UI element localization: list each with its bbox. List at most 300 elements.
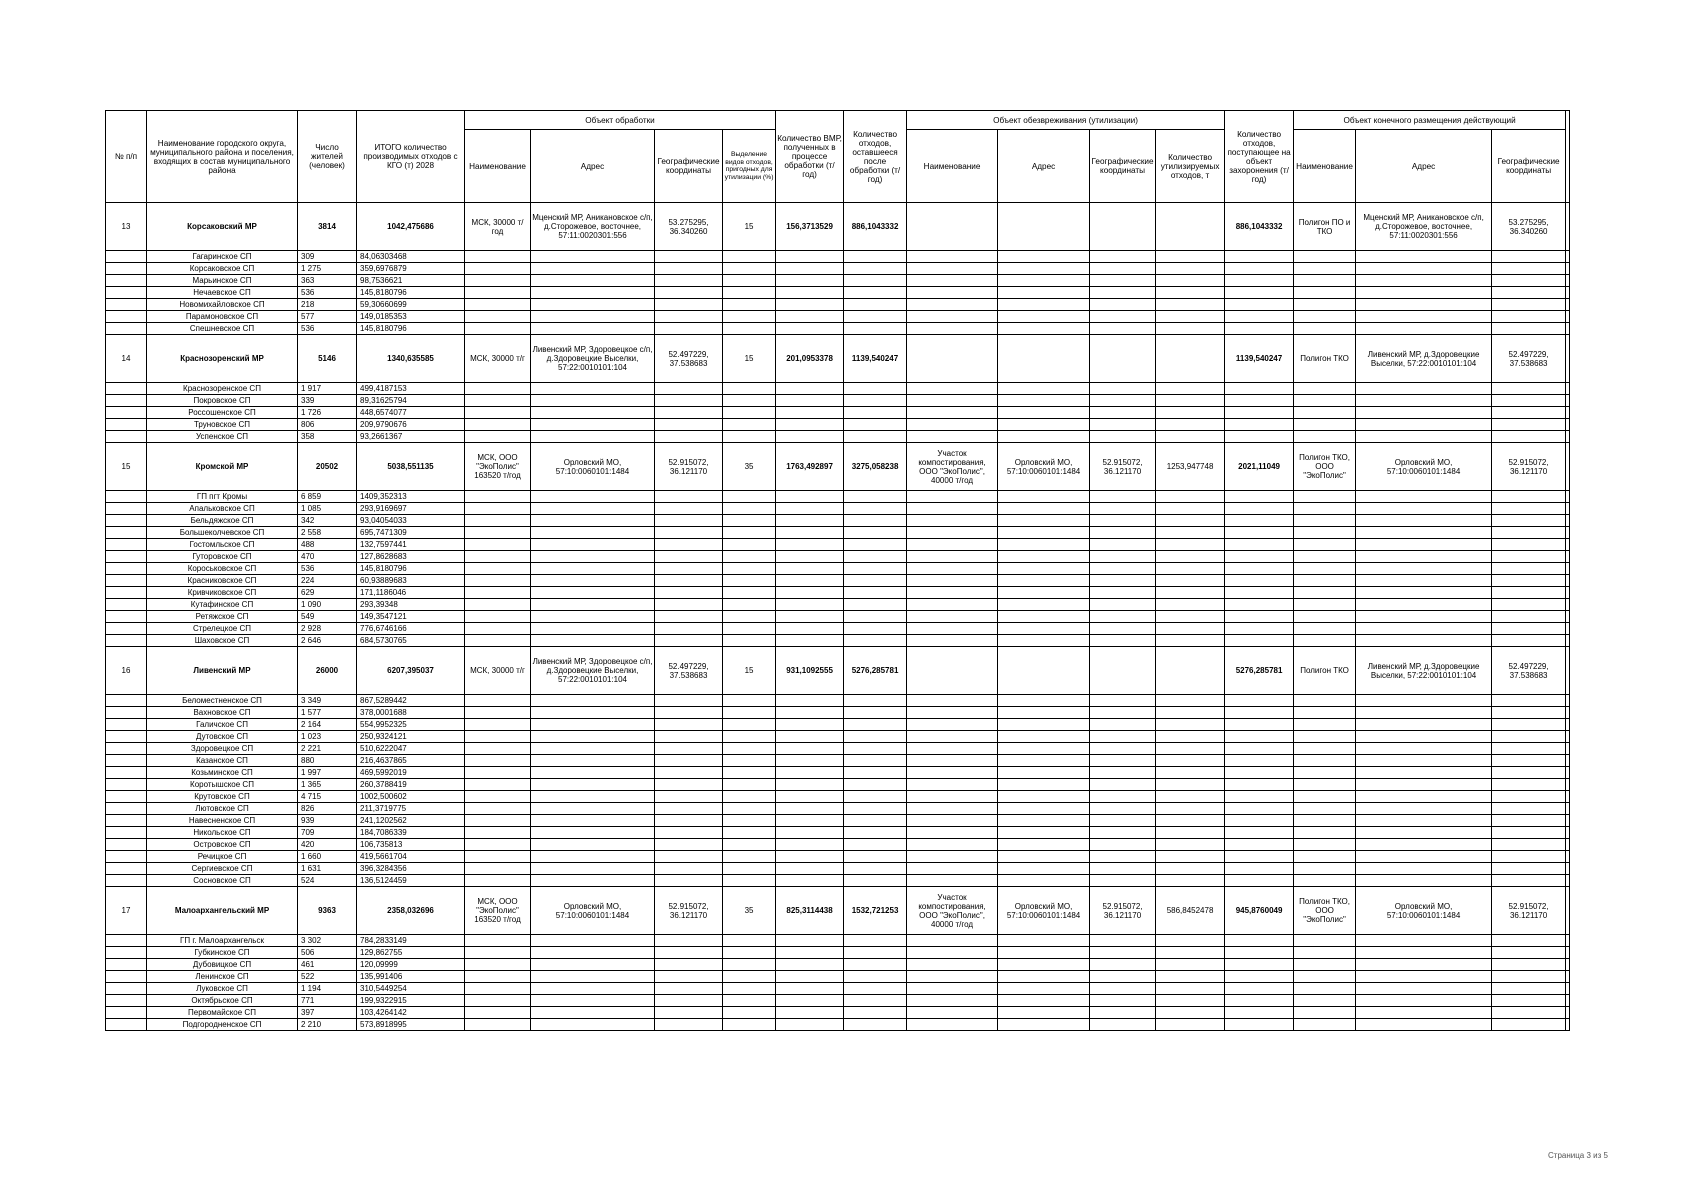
empty-cell bbox=[776, 971, 844, 983]
empty-cell bbox=[1566, 743, 1570, 755]
empty-cell bbox=[1225, 287, 1294, 299]
empty-cell bbox=[1566, 1007, 1570, 1019]
empty-cell bbox=[998, 527, 1090, 539]
empty-cell bbox=[106, 875, 147, 887]
empty-cell bbox=[907, 1007, 998, 1019]
recycling-share: 15 bbox=[723, 203, 776, 251]
processing-address: Орловский МО, 57:10:0060101:1484 bbox=[531, 443, 655, 491]
empty-cell bbox=[998, 731, 1090, 743]
empty-cell bbox=[1492, 323, 1566, 335]
population: 5146 bbox=[298, 335, 357, 383]
settlement-population: 309 bbox=[298, 251, 357, 263]
col-extra-header bbox=[1566, 111, 1570, 203]
empty-cell bbox=[465, 1019, 531, 1031]
settlement-name: Короськовское СП bbox=[147, 563, 298, 575]
empty-cell bbox=[844, 431, 907, 443]
empty-cell bbox=[655, 383, 723, 395]
district-name: Краснозоренский МР bbox=[147, 335, 298, 383]
settlement-waste-total: 98,7536621 bbox=[357, 275, 465, 287]
empty-cell bbox=[1156, 635, 1225, 647]
empty-cell bbox=[907, 587, 998, 599]
settlement-waste-total: 60,93889683 bbox=[357, 575, 465, 587]
table-row-settlement bbox=[106, 959, 1570, 971]
empty-cell bbox=[723, 503, 776, 515]
settlement-waste-total: 241,1202562 bbox=[357, 815, 465, 827]
empty-cell bbox=[655, 983, 723, 995]
empty-cell bbox=[465, 623, 531, 635]
empty-cell bbox=[844, 863, 907, 875]
waste-total: 2358,032696 bbox=[357, 887, 465, 935]
settlement-name: Спешневское СП bbox=[147, 323, 298, 335]
empty-cell bbox=[1356, 755, 1492, 767]
empty-cell bbox=[1090, 839, 1156, 851]
settlement-population: 2 210 bbox=[298, 1019, 357, 1031]
empty-cell bbox=[776, 851, 844, 863]
empty-cell bbox=[1090, 515, 1156, 527]
empty-cell bbox=[1294, 491, 1356, 503]
empty-cell bbox=[1492, 539, 1566, 551]
empty-cell bbox=[1225, 695, 1294, 707]
settlement-name: Шаховское СП bbox=[147, 635, 298, 647]
empty-cell bbox=[1225, 383, 1294, 395]
settlement-waste-total: 135,991406 bbox=[357, 971, 465, 983]
empty-cell bbox=[1090, 275, 1156, 287]
empty-cell bbox=[1356, 635, 1492, 647]
empty-cell bbox=[1492, 1007, 1566, 1019]
empty-cell bbox=[1492, 851, 1566, 863]
empty-cell bbox=[1294, 251, 1356, 263]
neutral-name: Участок компостирования, ООО "ЭкоПолис", 40000 т/год bbox=[907, 443, 998, 491]
empty-cell bbox=[1156, 839, 1225, 851]
empty-cell bbox=[531, 803, 655, 815]
waste-total: 5038,551135 bbox=[357, 443, 465, 491]
settlement-name: Гуторовское СП bbox=[147, 551, 298, 563]
empty-cell bbox=[1492, 731, 1566, 743]
empty-cell bbox=[1294, 743, 1356, 755]
table-row-settlement bbox=[106, 563, 1570, 575]
empty-cell bbox=[1156, 275, 1225, 287]
empty-cell bbox=[723, 419, 776, 431]
col-burial-header: Количество отходов, поступающее на объект захоронения (т/год) bbox=[1225, 111, 1294, 203]
empty-cell bbox=[655, 287, 723, 299]
table-row-district bbox=[106, 647, 1570, 695]
empty-cell bbox=[844, 839, 907, 851]
empty-cell bbox=[776, 611, 844, 623]
settlement-waste-total: 510,6222047 bbox=[357, 743, 465, 755]
empty-cell bbox=[465, 431, 531, 443]
empty-cell bbox=[907, 263, 998, 275]
settlement-waste-total: 184,7086339 bbox=[357, 827, 465, 839]
settlement-waste-total: 499,4187153 bbox=[357, 383, 465, 395]
empty-cell bbox=[1566, 251, 1570, 263]
empty-cell bbox=[1294, 947, 1356, 959]
table-row-settlement bbox=[106, 491, 1570, 503]
empty-cell bbox=[465, 983, 531, 995]
empty-cell bbox=[655, 719, 723, 731]
empty-cell bbox=[655, 743, 723, 755]
empty-cell bbox=[1294, 875, 1356, 887]
empty-cell bbox=[1090, 827, 1156, 839]
empty-cell bbox=[1566, 395, 1570, 407]
empty-cell bbox=[907, 839, 998, 851]
empty-cell bbox=[998, 827, 1090, 839]
empty-cell bbox=[465, 803, 531, 815]
empty-cell bbox=[1356, 767, 1492, 779]
empty-cell bbox=[1566, 611, 1570, 623]
settlement-population: 2 164 bbox=[298, 719, 357, 731]
settlement-name: Труновское СП bbox=[147, 419, 298, 431]
empty-cell bbox=[998, 563, 1090, 575]
empty-cell bbox=[1294, 599, 1356, 611]
empty-cell bbox=[1356, 539, 1492, 551]
table-body bbox=[106, 203, 1570, 1031]
empty-cell bbox=[1492, 719, 1566, 731]
empty-cell bbox=[844, 707, 907, 719]
neutral-address: Орловский МО, 57:10:0060101:1484 bbox=[998, 887, 1090, 935]
empty-cell bbox=[723, 767, 776, 779]
processing-coords: 52.915072, 36.121170 bbox=[655, 443, 723, 491]
empty-cell bbox=[1225, 611, 1294, 623]
empty-cell bbox=[1492, 803, 1566, 815]
table-row-settlement bbox=[106, 719, 1570, 731]
empty-cell bbox=[1225, 743, 1294, 755]
empty-cell bbox=[1225, 935, 1294, 947]
empty-cell bbox=[1225, 983, 1294, 995]
empty-cell bbox=[844, 971, 907, 983]
empty-cell bbox=[844, 275, 907, 287]
empty-cell bbox=[106, 431, 147, 443]
settlement-population: 2 646 bbox=[298, 635, 357, 647]
table-row-settlement bbox=[106, 743, 1570, 755]
settlement-waste-total: 145,8180796 bbox=[357, 323, 465, 335]
neutral-coords: 52.915072, 36.121170 bbox=[1090, 443, 1156, 491]
empty-cell bbox=[1225, 851, 1294, 863]
empty-cell bbox=[106, 1019, 147, 1031]
burial-amount: 886,1043332 bbox=[1225, 203, 1294, 251]
empty-cell bbox=[723, 635, 776, 647]
table-row-settlement bbox=[106, 839, 1570, 851]
empty-cell bbox=[998, 587, 1090, 599]
settlement-population: 939 bbox=[298, 815, 357, 827]
empty-cell bbox=[1566, 491, 1570, 503]
empty-cell bbox=[1566, 323, 1570, 335]
empty-cell bbox=[465, 287, 531, 299]
processing-address: Мценский МР, Аникановское с/п, д.Сторожевое, восточнее, 57:11:0020301:556 bbox=[531, 203, 655, 251]
settlement-name: Успенское СП bbox=[147, 431, 298, 443]
empty-cell bbox=[1492, 1019, 1566, 1031]
empty-cell bbox=[1225, 755, 1294, 767]
empty-cell bbox=[531, 719, 655, 731]
col-f-address-header: Адрес bbox=[1356, 130, 1492, 203]
empty-cell bbox=[531, 299, 655, 311]
col-name-header: Наименование городского округа, муниципального района и поселения, входящих в состав муниципального района bbox=[147, 111, 298, 203]
empty-cell bbox=[1225, 623, 1294, 635]
empty-cell bbox=[655, 431, 723, 443]
settlement-population: 342 bbox=[298, 515, 357, 527]
empty-cell bbox=[531, 551, 655, 563]
empty-cell bbox=[106, 575, 147, 587]
empty-cell bbox=[998, 863, 1090, 875]
settlement-population: 1 275 bbox=[298, 263, 357, 275]
empty-cell bbox=[531, 983, 655, 995]
burial-amount: 1139,540247 bbox=[1225, 335, 1294, 383]
empty-cell bbox=[106, 971, 147, 983]
empty-cell bbox=[1294, 503, 1356, 515]
empty-cell bbox=[1294, 755, 1356, 767]
settlement-name: Луковское СП bbox=[147, 983, 298, 995]
empty-cell bbox=[655, 959, 723, 971]
empty-cell bbox=[844, 395, 907, 407]
empty-cell bbox=[844, 851, 907, 863]
empty-cell bbox=[1225, 731, 1294, 743]
empty-cell bbox=[776, 815, 844, 827]
empty-cell bbox=[1156, 431, 1225, 443]
empty-cell bbox=[531, 275, 655, 287]
empty-cell bbox=[655, 803, 723, 815]
empty-cell bbox=[531, 971, 655, 983]
empty-cell bbox=[723, 839, 776, 851]
table-row-settlement bbox=[106, 779, 1570, 791]
empty-cell bbox=[844, 695, 907, 707]
neutral-qty: 1253,947748 bbox=[1156, 443, 1225, 491]
settlement-name: Никольское СП bbox=[147, 827, 298, 839]
empty-cell bbox=[106, 311, 147, 323]
empty-cell bbox=[465, 767, 531, 779]
settlement-name: Апальковское СП bbox=[147, 503, 298, 515]
empty-cell bbox=[1492, 563, 1566, 575]
settlement-waste-total: 293,9169697 bbox=[357, 503, 465, 515]
neutral-qty: 586,8452478 bbox=[1156, 887, 1225, 935]
empty-cell bbox=[655, 731, 723, 743]
empty-cell bbox=[776, 755, 844, 767]
vmr-amount: 156,3713529 bbox=[776, 203, 844, 251]
empty-cell bbox=[1566, 563, 1570, 575]
empty-cell bbox=[776, 635, 844, 647]
empty-cell bbox=[1492, 767, 1566, 779]
empty-cell bbox=[844, 767, 907, 779]
empty-cell bbox=[907, 311, 998, 323]
empty-cell bbox=[723, 815, 776, 827]
empty-cell bbox=[1492, 431, 1566, 443]
settlement-name: Подгородненское СП bbox=[147, 1019, 298, 1031]
empty-cell bbox=[907, 539, 998, 551]
settlement-name: Октябрьское СП bbox=[147, 995, 298, 1007]
empty-cell bbox=[1566, 431, 1570, 443]
empty-cell bbox=[1566, 887, 1570, 935]
processing-address: Ливенский МР, Здоровецкое с/п, д.Здоровецкие Выселки, 57:22:0010101:104 bbox=[531, 647, 655, 695]
empty-cell bbox=[655, 551, 723, 563]
empty-cell bbox=[844, 875, 907, 887]
empty-cell bbox=[1225, 323, 1294, 335]
settlement-population: 2 928 bbox=[298, 623, 357, 635]
empty-cell bbox=[106, 731, 147, 743]
empty-cell bbox=[106, 299, 147, 311]
empty-cell bbox=[465, 251, 531, 263]
empty-cell bbox=[844, 599, 907, 611]
empty-cell bbox=[465, 503, 531, 515]
empty-cell bbox=[1090, 551, 1156, 563]
landfill-address: Ливенский МР, д.Здоровецкие Выселки, 57:22:0010101:104 bbox=[1356, 647, 1492, 695]
empty-cell bbox=[465, 731, 531, 743]
empty-cell bbox=[531, 251, 655, 263]
settlement-name: Речицкое СП bbox=[147, 851, 298, 863]
empty-cell bbox=[1492, 623, 1566, 635]
empty-cell bbox=[1492, 695, 1566, 707]
empty-cell bbox=[1566, 503, 1570, 515]
empty-cell bbox=[998, 491, 1090, 503]
empty-cell bbox=[1566, 623, 1570, 635]
settlement-waste-total: 84,06303468 bbox=[357, 251, 465, 263]
empty-cell bbox=[1566, 599, 1570, 611]
empty-cell bbox=[106, 251, 147, 263]
empty-cell bbox=[998, 707, 1090, 719]
district-name: Кромской МР bbox=[147, 443, 298, 491]
processing-address: Ливенский МР, Здоровецкое с/п, д.Здоровецкие Выселки, 57:22:0010101:104 bbox=[531, 335, 655, 383]
empty-cell bbox=[1156, 767, 1225, 779]
empty-cell bbox=[723, 299, 776, 311]
empty-cell bbox=[1566, 935, 1570, 947]
empty-cell bbox=[1356, 803, 1492, 815]
empty-cell bbox=[907, 983, 998, 995]
empty-cell bbox=[1090, 743, 1156, 755]
empty-cell bbox=[998, 419, 1090, 431]
settlement-name: Бельдяжское СП bbox=[147, 515, 298, 527]
empty-cell bbox=[776, 707, 844, 719]
empty-cell bbox=[465, 527, 531, 539]
empty-cell bbox=[106, 527, 147, 539]
empty-cell bbox=[106, 959, 147, 971]
empty-cell bbox=[1566, 983, 1570, 995]
empty-cell bbox=[907, 551, 998, 563]
empty-cell bbox=[776, 431, 844, 443]
empty-cell bbox=[776, 791, 844, 803]
empty-cell bbox=[1156, 803, 1225, 815]
empty-cell bbox=[723, 431, 776, 443]
empty-cell bbox=[723, 323, 776, 335]
row-number: 17 bbox=[106, 887, 147, 935]
settlement-population: 536 bbox=[298, 323, 357, 335]
empty-cell bbox=[1492, 983, 1566, 995]
empty-cell bbox=[907, 1019, 998, 1031]
table-row-settlement bbox=[106, 263, 1570, 275]
empty-cell bbox=[106, 995, 147, 1007]
empty-cell bbox=[1225, 263, 1294, 275]
empty-cell bbox=[844, 755, 907, 767]
settlement-name: ГП г. Малоархангельск bbox=[147, 935, 298, 947]
empty-cell bbox=[776, 263, 844, 275]
empty-cell bbox=[1090, 731, 1156, 743]
empty-cell bbox=[1294, 983, 1356, 995]
empty-cell bbox=[723, 1019, 776, 1031]
empty-cell bbox=[1225, 839, 1294, 851]
empty-cell bbox=[1566, 719, 1570, 731]
empty-cell bbox=[1566, 575, 1570, 587]
settlement-waste-total: 310,5449254 bbox=[357, 983, 465, 995]
population: 20502 bbox=[298, 443, 357, 491]
empty-cell bbox=[1492, 263, 1566, 275]
processing-coords: 52.497229, 37.538683 bbox=[655, 335, 723, 383]
settlement-population: 1 660 bbox=[298, 851, 357, 863]
empty-cell bbox=[1225, 959, 1294, 971]
empty-cell bbox=[531, 839, 655, 851]
table-row-settlement bbox=[106, 407, 1570, 419]
empty-cell bbox=[1090, 419, 1156, 431]
empty-cell bbox=[465, 947, 531, 959]
empty-cell bbox=[998, 719, 1090, 731]
empty-cell bbox=[844, 299, 907, 311]
empty-cell bbox=[1225, 515, 1294, 527]
empty-cell bbox=[655, 995, 723, 1007]
settlement-population: 577 bbox=[298, 311, 357, 323]
empty-cell bbox=[1225, 551, 1294, 563]
empty-cell bbox=[1156, 875, 1225, 887]
empty-cell bbox=[531, 491, 655, 503]
neutral-coords bbox=[1090, 335, 1156, 383]
neutral-qty bbox=[1156, 647, 1225, 695]
settlement-waste-total: 216,4637865 bbox=[357, 755, 465, 767]
col-vmr-header: Количество ВМР, полученных в процессе обработки (т/год) bbox=[776, 111, 844, 203]
table-row-settlement bbox=[106, 623, 1570, 635]
empty-cell bbox=[1356, 995, 1492, 1007]
table-row-settlement bbox=[106, 575, 1570, 587]
empty-cell bbox=[1492, 383, 1566, 395]
empty-cell bbox=[1492, 551, 1566, 563]
settlement-name: ГП пгт Кромы bbox=[147, 491, 298, 503]
empty-cell bbox=[844, 563, 907, 575]
empty-cell bbox=[106, 779, 147, 791]
empty-cell bbox=[1356, 551, 1492, 563]
empty-cell bbox=[1156, 527, 1225, 539]
empty-cell bbox=[106, 863, 147, 875]
settlement-population: 461 bbox=[298, 959, 357, 971]
empty-cell bbox=[1356, 287, 1492, 299]
empty-cell bbox=[1090, 623, 1156, 635]
empty-cell bbox=[531, 851, 655, 863]
empty-cell bbox=[1566, 647, 1570, 695]
empty-cell bbox=[465, 395, 531, 407]
empty-cell bbox=[655, 611, 723, 623]
empty-cell bbox=[776, 947, 844, 959]
empty-cell bbox=[1356, 707, 1492, 719]
empty-cell bbox=[844, 995, 907, 1007]
table-row-settlement bbox=[106, 611, 1570, 623]
empty-cell bbox=[1294, 539, 1356, 551]
empty-cell bbox=[1090, 491, 1156, 503]
landfill-coords: 52.497229, 37.538683 bbox=[1492, 335, 1566, 383]
settlement-waste-total: 419,5661704 bbox=[357, 851, 465, 863]
empty-cell bbox=[106, 851, 147, 863]
landfill-name: Полигон ТКО bbox=[1294, 335, 1356, 383]
empty-cell bbox=[1090, 779, 1156, 791]
empty-cell bbox=[106, 755, 147, 767]
empty-cell bbox=[844, 491, 907, 503]
settlement-name: Вахновское СП bbox=[147, 707, 298, 719]
empty-cell bbox=[1294, 791, 1356, 803]
settlement-name: Казанское СП bbox=[147, 755, 298, 767]
empty-cell bbox=[1356, 611, 1492, 623]
empty-cell bbox=[655, 575, 723, 587]
empty-cell bbox=[1090, 311, 1156, 323]
empty-cell bbox=[106, 287, 147, 299]
empty-cell bbox=[907, 635, 998, 647]
empty-cell bbox=[723, 995, 776, 1007]
empty-cell bbox=[655, 935, 723, 947]
empty-cell bbox=[1356, 407, 1492, 419]
empty-cell bbox=[655, 971, 723, 983]
empty-cell bbox=[907, 383, 998, 395]
empty-cell bbox=[1356, 515, 1492, 527]
district-name: Корсаковский МР bbox=[147, 203, 298, 251]
